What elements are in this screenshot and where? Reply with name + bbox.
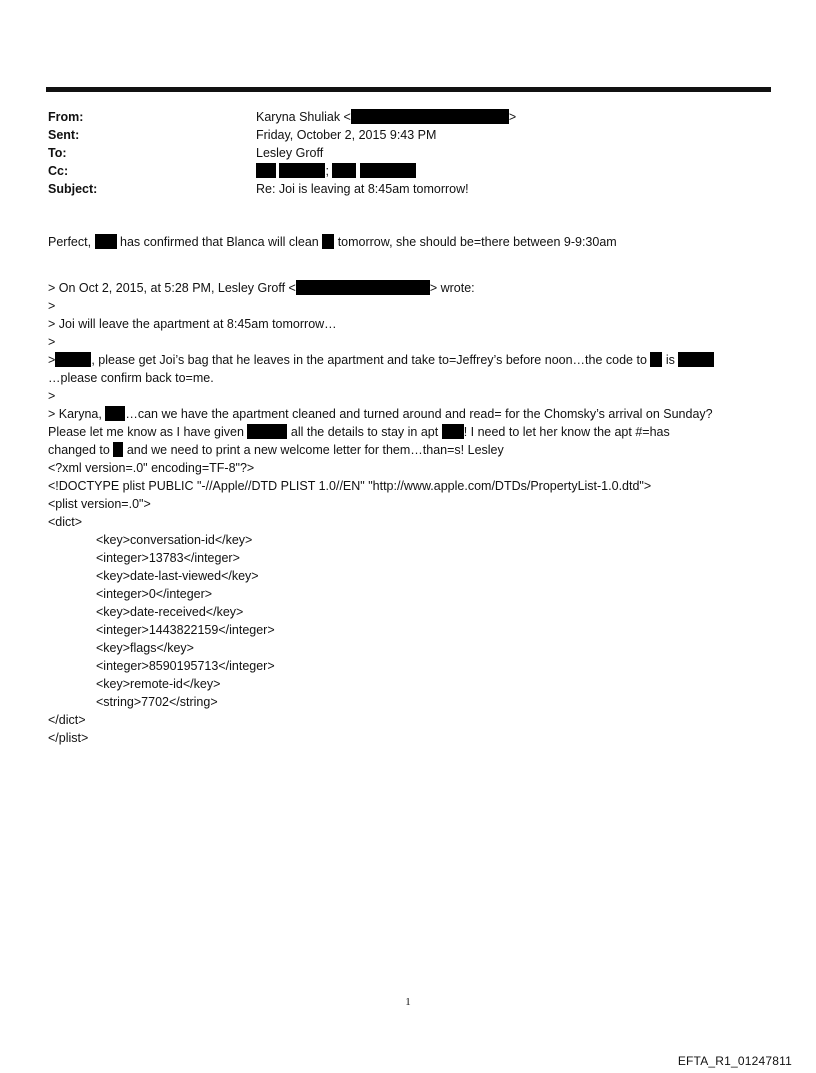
document-id: EFTA_R1_01247811 — [677, 1054, 792, 1068]
cc-label: Cc: — [48, 164, 69, 178]
sent-row — [48, 126, 768, 144]
redaction-block — [650, 352, 662, 367]
from-close: > — [508, 110, 517, 124]
from-value — [256, 108, 516, 126]
subject-row — [48, 180, 768, 198]
from-label: From: — [48, 110, 84, 124]
redaction-block — [95, 234, 117, 249]
quoted-line: …please confirm back to=me. — [48, 371, 214, 385]
xml-line: <integer>8590195713</integer> — [96, 659, 275, 673]
xml-line: <integer>0</integer> — [96, 587, 213, 601]
xml-line: <key>date-received</key> — [96, 605, 244, 619]
quoted-line: > — [48, 335, 56, 349]
xml-line: <key>date-last-viewed</key> — [96, 569, 259, 583]
cc-separator: ; — [325, 164, 329, 178]
redaction-block — [322, 234, 334, 249]
body-text: > — [48, 353, 56, 367]
quoted-line — [48, 279, 768, 297]
body-text: changed to — [48, 443, 114, 457]
redaction-block — [678, 352, 714, 367]
xml-line: </dict> — [48, 713, 86, 727]
xml-line: <?xml version=.0" encoding=TF-8"?> — [48, 461, 255, 475]
body-text: and we need to print a new welcome letter for them…than=s! Lesley — [123, 443, 504, 457]
redaction-block — [360, 163, 416, 178]
xml-line: <key>conversation-id</key> — [96, 533, 253, 547]
email-body — [48, 233, 768, 747]
sent-label: Sent: — [48, 128, 80, 142]
redaction-block — [105, 406, 125, 421]
sent-value: Friday, October 2, 2015 9:43 PM — [256, 128, 437, 142]
xml-line: <!DOCTYPE plist PUBLIC "-//Apple//DTD PLIST 1.0//EN" "http://www.apple.com/DTDs/PropertyList-1.0.dtd"> — [48, 479, 652, 493]
redaction-block — [279, 163, 325, 178]
xml-line: </plist> — [48, 731, 89, 745]
body-text: Perfect, — [48, 235, 95, 249]
body-text: has confirmed that Blanca will clean — [116, 235, 323, 249]
to-label: To: — [48, 146, 67, 160]
redaction-block — [247, 424, 287, 439]
body-text: > On Oct 2, 2015, at 5:28 PM, Lesley Groff < — [48, 281, 296, 295]
email-header — [48, 108, 768, 198]
page-number: 1 — [405, 996, 411, 1008]
cc-value — [256, 162, 416, 180]
redaction-block — [256, 163, 276, 178]
redaction-block — [55, 352, 91, 367]
header-rule — [46, 87, 771, 92]
xml-line: <key>flags</key> — [96, 641, 194, 655]
body-text: , please get Joi’s bag that he leaves in the apartment and take to=Jeffrey’s before noon…the code to — [91, 353, 651, 367]
body-text: tomorrow, she should be=there between 9-9:30am — [334, 235, 617, 249]
body-text: is — [662, 353, 679, 367]
body-text: all the details to stay in apt — [287, 425, 442, 439]
to-value: Lesley Groff — [256, 146, 324, 160]
redaction-block — [113, 442, 123, 457]
quoted-line: > Joi will leave the apartment at 8:45am tomorrow… — [48, 317, 337, 331]
from-name: Karyna Shuliak < — [256, 110, 351, 124]
subject-label: Subject: — [48, 182, 98, 196]
xml-line: <string>7702</string> — [96, 695, 218, 709]
xml-line: <plist version=.0"> — [48, 497, 151, 511]
redaction-block — [332, 163, 356, 178]
reply-paragraph — [48, 233, 768, 251]
redaction-block — [351, 109, 509, 124]
redaction-block — [296, 280, 430, 295]
body-text: > Karyna, — [48, 407, 106, 421]
cc-row — [48, 162, 768, 180]
xml-line: <integer>1443822159</integer> — [96, 623, 275, 637]
body-text: > wrote: — [429, 281, 475, 295]
xml-line: <key>remote-id</key> — [96, 677, 221, 691]
subject-value: Re: Joi is leaving at 8:45am tomorrow! — [256, 182, 469, 196]
xml-line: <integer>13783</integer> — [96, 551, 240, 565]
redaction-block — [442, 424, 464, 439]
quoted-line — [48, 441, 768, 459]
xml-line: <dict> — [48, 515, 83, 529]
quoted-line — [48, 423, 768, 441]
body-text: Please let me know as I have given — [48, 425, 248, 439]
from-row — [48, 108, 768, 126]
quoted-line: > — [48, 299, 56, 313]
to-row — [48, 144, 768, 162]
body-text: …can we have the apartment cleaned and turned around and read= for the Chomsky’s arrival on Sunday? — [125, 407, 713, 421]
quoted-line — [48, 405, 768, 423]
quoted-line: > — [48, 389, 56, 403]
quoted-line — [48, 351, 768, 369]
body-text: ! I need to let her know the apt #=has — [463, 425, 670, 439]
